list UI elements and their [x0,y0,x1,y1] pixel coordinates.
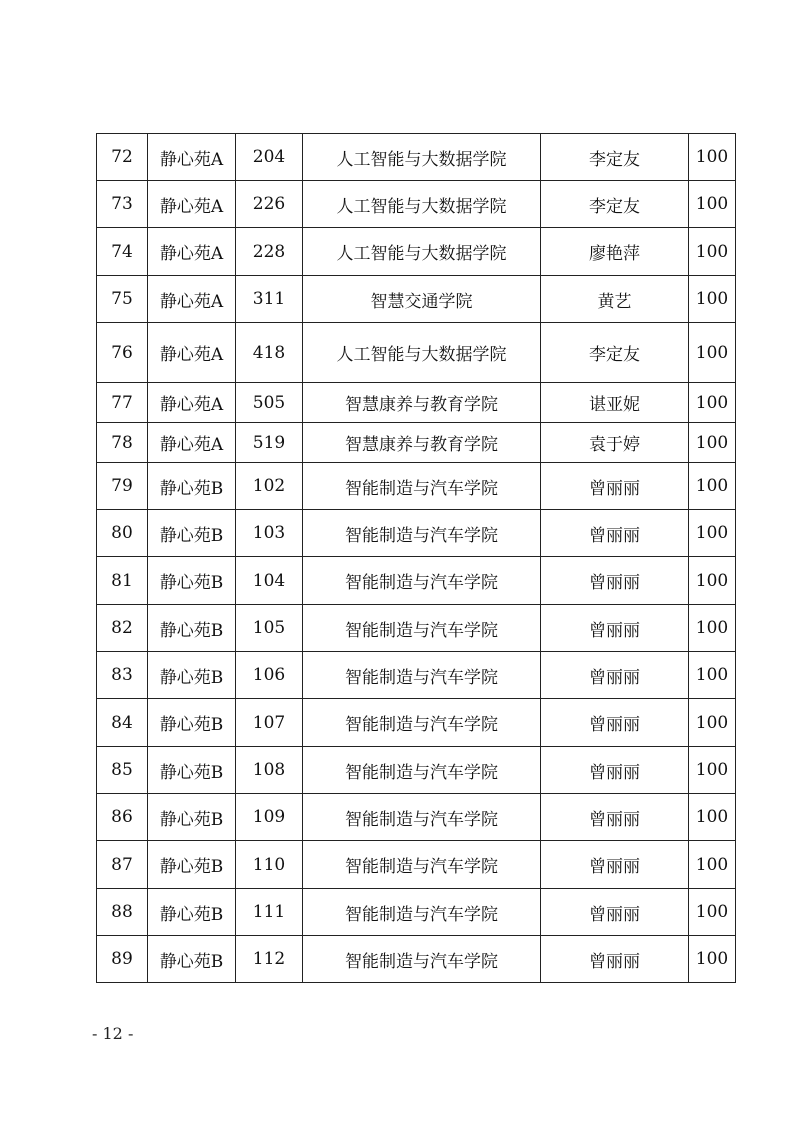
college-cell: 智能制造与汽车学院 [303,510,541,557]
table-row [97,181,736,228]
table-row [97,134,736,181]
college-cell: 智能制造与汽车学院 [303,794,541,841]
college-cell: 智能制造与汽车学院 [303,605,541,652]
row-number-cell: 79 [97,463,148,510]
person-cell: 曾丽丽 [541,841,689,889]
person-cell: 曾丽丽 [541,463,689,510]
score-cell: 100 [689,794,736,841]
room-cell: 505 [236,383,303,423]
score-cell: 100 [689,557,736,605]
row-number-cell: 87 [97,841,148,889]
table-row [97,841,736,889]
score-cell: 100 [689,323,736,383]
row-number-cell: 86 [97,794,148,841]
college-cell: 人工智能与大数据学院 [303,228,541,276]
room-cell: 112 [236,936,303,983]
building-cell: 静心苑A [148,276,236,323]
score-cell: 100 [689,841,736,889]
room-cell: 204 [236,134,303,181]
room-cell: 228 [236,228,303,276]
building-cell: 静心苑A [148,383,236,423]
table-row [97,605,736,652]
table-row [97,936,736,983]
building-cell: 静心苑B [148,699,236,747]
table-row [97,699,736,747]
score-cell: 100 [689,747,736,794]
row-number-cell: 80 [97,510,148,557]
score-cell: 100 [689,134,736,181]
room-cell: 110 [236,841,303,889]
person-cell: 谌亚妮 [541,383,689,423]
table-row [97,463,736,510]
building-cell: 静心苑A [148,134,236,181]
row-number-cell: 81 [97,557,148,605]
score-cell: 100 [689,699,736,747]
row-number-cell: 76 [97,323,148,383]
table-row [97,747,736,794]
college-cell: 人工智能与大数据学院 [303,181,541,228]
person-cell: 曾丽丽 [541,652,689,699]
building-cell: 静心苑B [148,652,236,699]
building-cell: 静心苑B [148,557,236,605]
score-cell: 100 [689,936,736,983]
college-cell: 智能制造与汽车学院 [303,936,541,983]
score-cell: 100 [689,889,736,936]
building-cell: 静心苑B [148,889,236,936]
table-row [97,423,736,463]
building-cell: 静心苑B [148,463,236,510]
row-number-cell: 84 [97,699,148,747]
row-number-cell: 72 [97,134,148,181]
person-cell: 曾丽丽 [541,889,689,936]
row-number-cell: 89 [97,936,148,983]
row-number-cell: 78 [97,423,148,463]
building-cell: 静心苑A [148,228,236,276]
score-cell: 100 [689,423,736,463]
table-row [97,276,736,323]
score-cell: 100 [689,463,736,510]
college-cell: 智能制造与汽车学院 [303,841,541,889]
building-cell: 静心苑B [148,510,236,557]
person-cell: 曾丽丽 [541,605,689,652]
table-row [97,383,736,423]
person-cell: 袁于婷 [541,423,689,463]
person-cell: 曾丽丽 [541,794,689,841]
college-cell: 智能制造与汽车学院 [303,652,541,699]
table-row [97,510,736,557]
score-cell: 100 [689,510,736,557]
row-number-cell: 77 [97,383,148,423]
college-cell: 人工智能与大数据学院 [303,134,541,181]
college-cell: 人工智能与大数据学院 [303,323,541,383]
row-number-cell: 88 [97,889,148,936]
college-cell: 智能制造与汽车学院 [303,889,541,936]
room-cell: 418 [236,323,303,383]
table-row [97,557,736,605]
score-cell: 100 [689,276,736,323]
room-cell: 108 [236,747,303,794]
building-cell: 静心苑A [148,181,236,228]
dormitory-score-table [96,133,736,983]
room-cell: 111 [236,889,303,936]
score-cell: 100 [689,228,736,276]
row-number-cell: 73 [97,181,148,228]
room-cell: 106 [236,652,303,699]
building-cell: 静心苑A [148,323,236,383]
building-cell: 静心苑A [148,423,236,463]
person-cell: 李定友 [541,181,689,228]
table-row [97,323,736,383]
row-number-cell: 83 [97,652,148,699]
person-cell: 李定友 [541,134,689,181]
building-cell: 静心苑B [148,841,236,889]
person-cell: 曾丽丽 [541,936,689,983]
room-cell: 109 [236,794,303,841]
college-cell: 智能制造与汽车学院 [303,699,541,747]
building-cell: 静心苑B [148,936,236,983]
person-cell: 曾丽丽 [541,747,689,794]
table-row [97,794,736,841]
page-number: - 12 - [92,1024,134,1043]
room-cell: 107 [236,699,303,747]
table-row [97,652,736,699]
college-cell: 智慧交通学院 [303,276,541,323]
table-row [97,228,736,276]
score-cell: 100 [689,605,736,652]
college-cell: 智能制造与汽车学院 [303,463,541,510]
person-cell: 黄艺 [541,276,689,323]
person-cell: 曾丽丽 [541,510,689,557]
room-cell: 105 [236,605,303,652]
college-cell: 智慧康养与教育学院 [303,383,541,423]
room-cell: 102 [236,463,303,510]
row-number-cell: 75 [97,276,148,323]
college-cell: 智能制造与汽车学院 [303,747,541,794]
person-cell: 曾丽丽 [541,699,689,747]
room-cell: 104 [236,557,303,605]
row-number-cell: 85 [97,747,148,794]
college-cell: 智能制造与汽车学院 [303,557,541,605]
room-cell: 226 [236,181,303,228]
room-cell: 311 [236,276,303,323]
row-number-cell: 74 [97,228,148,276]
person-cell: 曾丽丽 [541,557,689,605]
score-cell: 100 [689,652,736,699]
score-cell: 100 [689,181,736,228]
building-cell: 静心苑B [148,605,236,652]
score-cell: 100 [689,383,736,423]
row-number-cell: 82 [97,605,148,652]
person-cell: 李定友 [541,323,689,383]
person-cell: 廖艳萍 [541,228,689,276]
room-cell: 519 [236,423,303,463]
college-cell: 智慧康养与教育学院 [303,423,541,463]
table-row [97,889,736,936]
table-body [97,134,736,983]
room-cell: 103 [236,510,303,557]
building-cell: 静心苑B [148,747,236,794]
building-cell: 静心苑B [148,794,236,841]
